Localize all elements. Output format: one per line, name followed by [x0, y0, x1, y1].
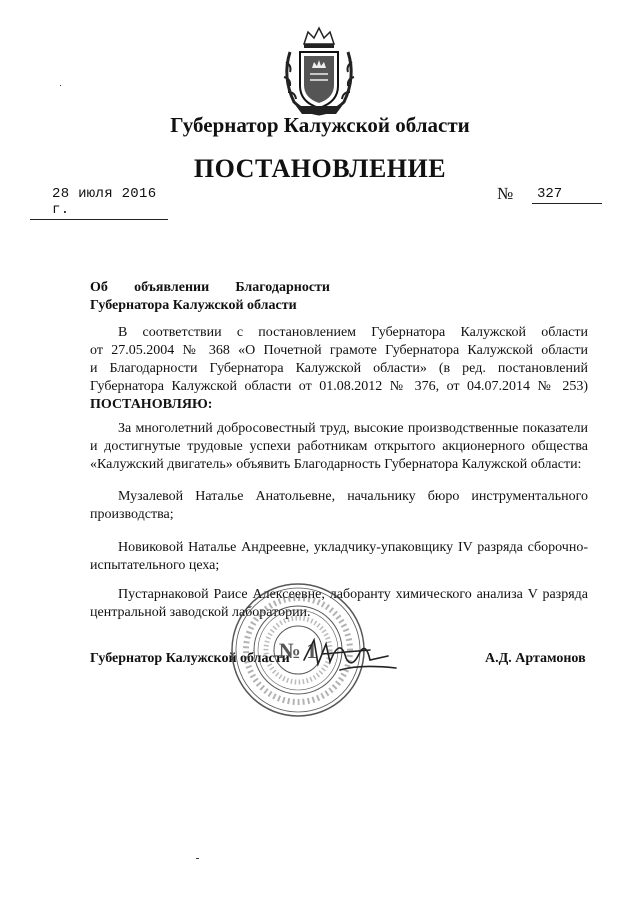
signatory-name: А.Д. Артамонов	[485, 651, 586, 666]
document-type: ПОСТАНОВЛЕНИЕ	[193, 154, 447, 183]
authority-title: Губернатор Калужской области	[170, 113, 470, 137]
scan-speck	[196, 858, 199, 859]
text-line: испытательного цеха;	[90, 558, 220, 573]
number-value: 327	[537, 186, 563, 202]
text-line: Музалевой Наталье Анатольевне, начальнику бюро инструментального	[118, 489, 588, 504]
kaluga-region-coat-of-arms-icon	[276, 22, 362, 118]
subject-word: Благодарности	[235, 280, 330, 295]
scan-speck	[60, 85, 61, 86]
awardee-1	[90, 488, 588, 524]
handwritten-signature-icon	[300, 630, 400, 680]
subject-line-2: Губернатора Калужской области	[90, 298, 297, 313]
number-sign: №	[497, 184, 514, 203]
text-line: и достигнутые трудовые успехи работникам открытого акционерного общества	[90, 439, 588, 454]
text-line: Губернатора Калужской области от 01.08.2012 № 376, от 04.07.2014 № 253)	[90, 379, 588, 394]
date-underline	[30, 219, 168, 220]
text-line: производства;	[90, 507, 174, 522]
subject-word: Об	[90, 280, 108, 295]
decision-paragraph	[90, 420, 588, 474]
subject-line-1	[90, 279, 330, 297]
subject	[90, 279, 330, 315]
subject-word: объявлении	[134, 280, 210, 295]
text-line: от 27.05.2004 № 368 «О Почетной грамоте Губернатора Калужской области	[90, 343, 588, 358]
number-underline	[532, 203, 602, 204]
text-line: За многолетний добросовестный труд, высокие производственные показатели	[118, 421, 588, 436]
text-line: и Благодарности Губернатора Калужской области» (в ред. постановлений	[90, 361, 588, 376]
document-date	[30, 186, 168, 220]
text-line: В соответствии с постановлением Губернатора Калужской области	[118, 325, 588, 340]
awardee-2	[90, 539, 588, 575]
date-text: 28 июля 2016 г.	[52, 186, 157, 218]
text-line: центральной заводской лаборатории.	[90, 605, 311, 620]
resolve-word: ПОСТАНОВЛЯЮ:	[90, 397, 213, 412]
document-number	[497, 184, 602, 204]
preamble-paragraph	[90, 324, 588, 414]
text-line: Новиковой Наталье Андреевне, укладчику-упаковщику IV разряда сборочно-	[118, 540, 588, 555]
text-line: «Калужский двигатель» объявить Благодарность Губернатора Калужской области:	[90, 457, 582, 472]
text-line: Пустарнаковой Раисе Алексеевне, лаборанту химического анализа V разряда	[118, 587, 588, 602]
signatory-position: Губернатор Калужской области	[90, 651, 290, 666]
seal-number: № 1	[278, 638, 318, 663]
